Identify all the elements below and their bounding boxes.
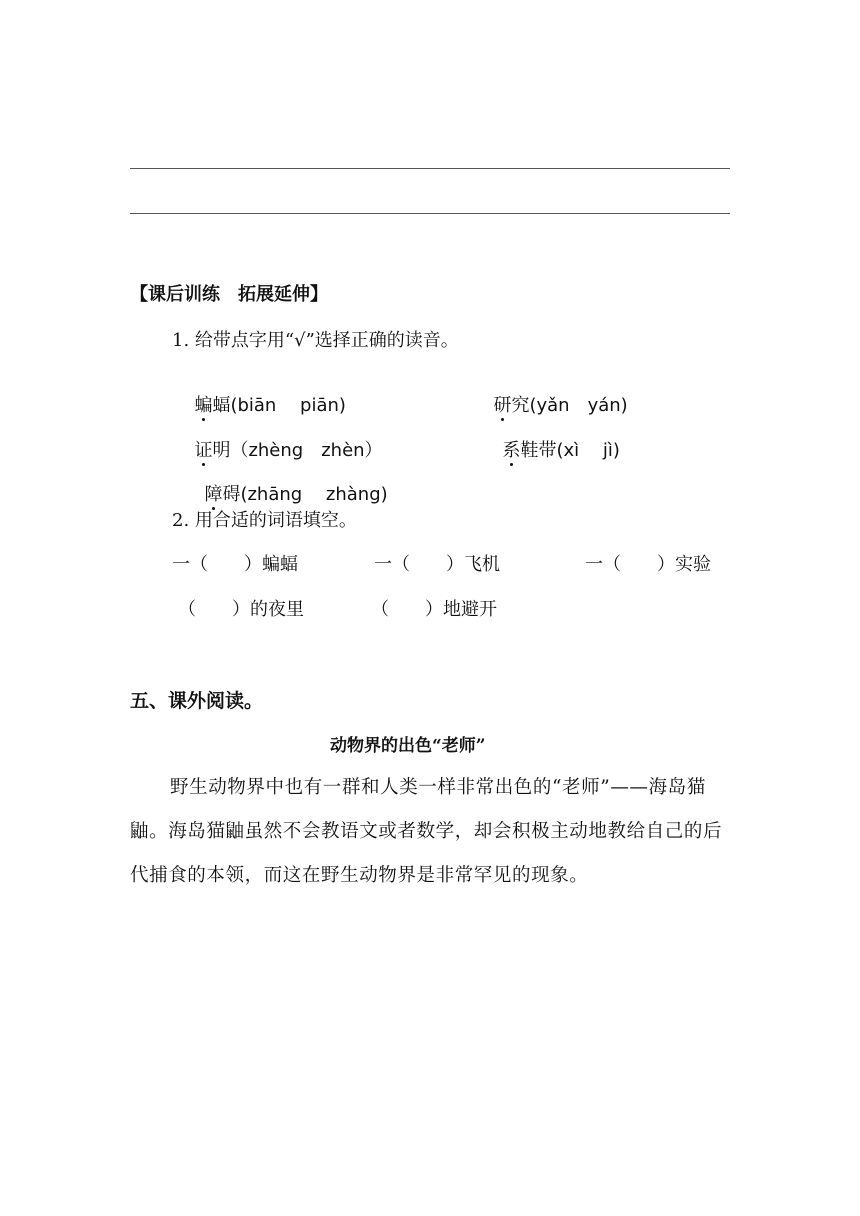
reading-header: 五、课外阅读。 <box>130 690 264 712</box>
pinyin-choices: （zhèng zhèn） <box>230 440 383 461</box>
pinyin-choices: (xì jì) <box>556 440 620 461</box>
answer-line-2 <box>130 213 730 214</box>
reading-title: 动物界的出色“老师” <box>330 736 486 756</box>
q1-item-zhangai <box>193 459 388 507</box>
training-header: 【课后训练 拓展延伸】 <box>130 284 328 305</box>
word-rest: 鞋带 <box>520 440 557 461</box>
q2-blank-2: 一（ ）飞机 <box>374 554 500 575</box>
word-rest: 究 <box>511 395 530 416</box>
dotted-char: 系 <box>502 440 521 461</box>
q2-blank-3: 一（ ）实验 <box>585 554 711 575</box>
q2-blank-4: （ ）的夜里 <box>178 599 304 620</box>
word-rest: 明 <box>212 440 231 461</box>
answer-line-1 <box>130 168 730 169</box>
dotted-char: 研 <box>493 395 512 416</box>
pinyin-choices: (zhāng zhàng) <box>240 484 388 505</box>
dotted-char: 蝙 <box>194 395 213 416</box>
q2-prompt: 2. 用合适的词语填空。 <box>172 510 357 531</box>
q1-prompt: 1. 给带点字用“√”选择正确的读音。 <box>172 330 459 351</box>
reading-paragraph: 野生动物界中也有一群和人类一样非常出色的“老师”——海岛猫鼬。海岛猫鼬虽然不会教语文或者数学，却会积极主动地教给自己的后代捕食的本领，而这在野生动物界是非常罕见的现象。 <box>130 777 723 886</box>
dotted-char: 障 <box>204 484 223 505</box>
pinyin-choices: (biān piān) <box>230 395 346 416</box>
q1-item-bianfu <box>183 370 346 418</box>
word-rest: 碍 <box>222 484 241 505</box>
q2-blank-1: 一（ ）蝙蝠 <box>172 554 298 575</box>
q2-blank-5: （ ）地避开 <box>371 599 497 620</box>
q1-item-zhengming <box>183 415 383 463</box>
q1-item-xixiedai <box>491 415 620 463</box>
q1-item-yanjiu <box>482 370 628 418</box>
word-rest: 蝠 <box>212 395 231 416</box>
dotted-char: 证 <box>194 440 213 461</box>
pinyin-choices: (yǎn yán) <box>529 395 628 416</box>
